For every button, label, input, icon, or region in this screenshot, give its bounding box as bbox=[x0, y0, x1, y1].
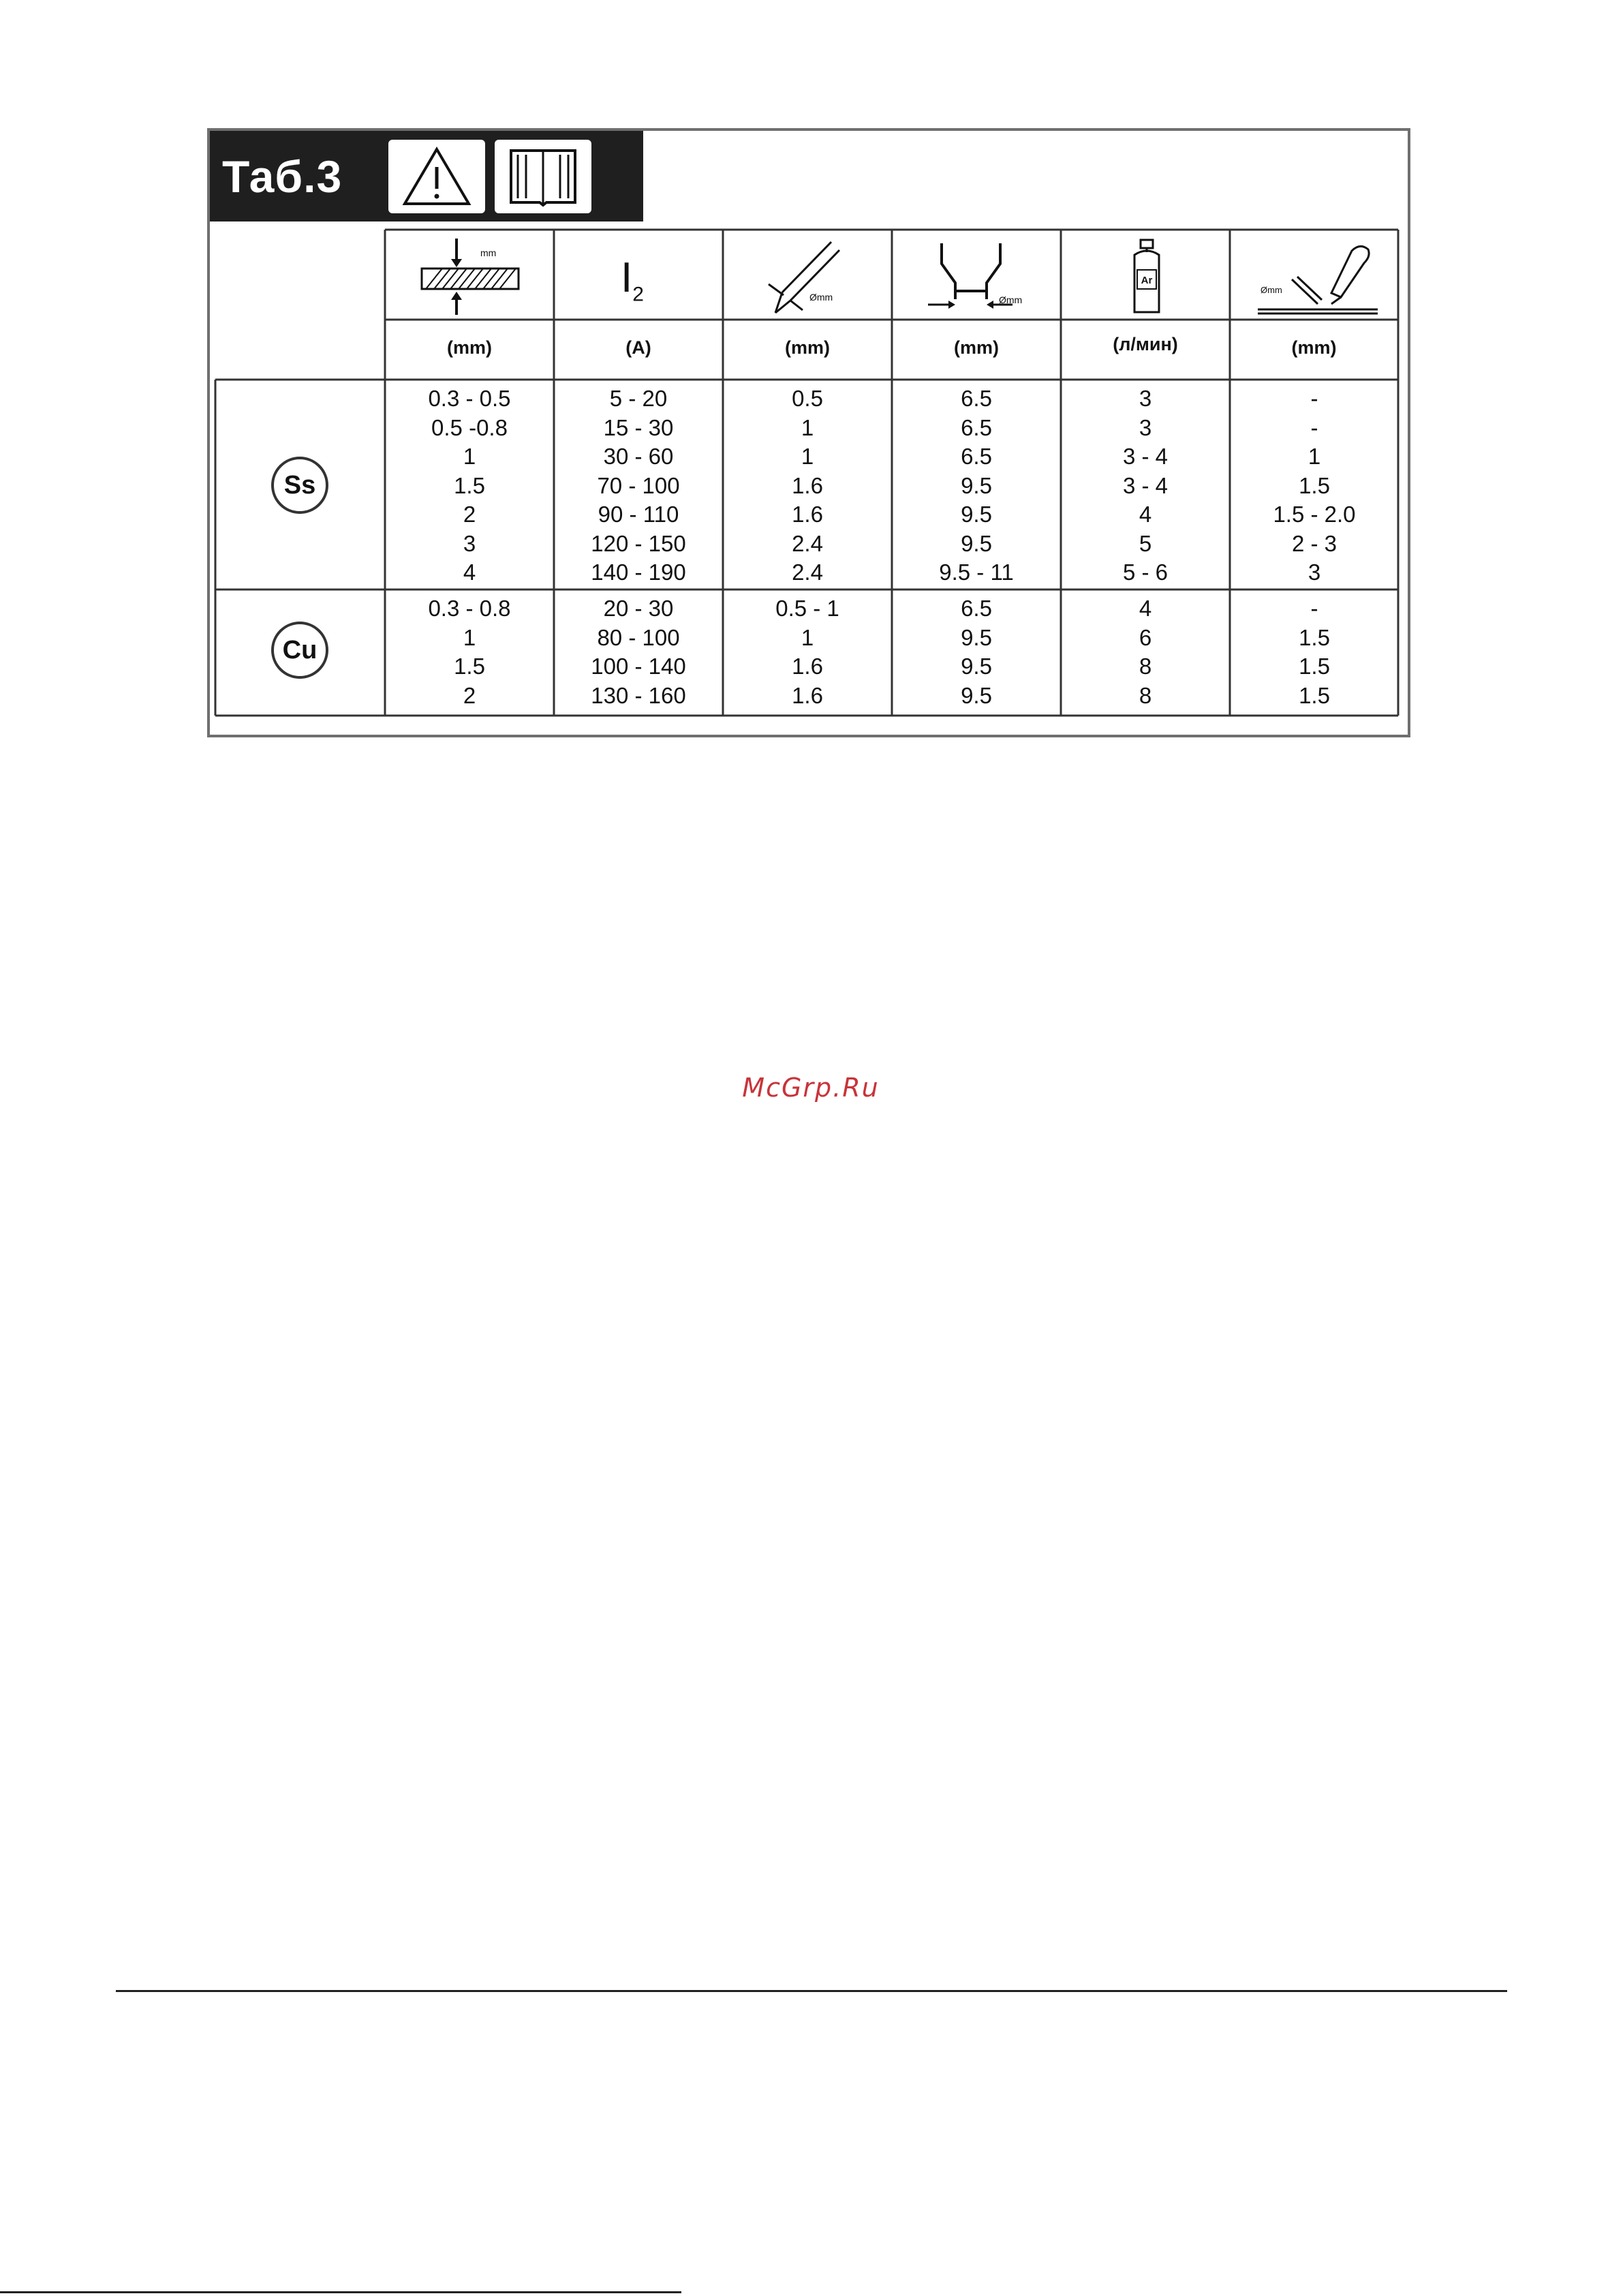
table-cell: 1.5 bbox=[1299, 682, 1330, 708]
table-cell: 3 - 4 bbox=[1122, 472, 1169, 498]
table-cell: 90 - 110 bbox=[598, 502, 679, 527]
table-cell: 9.5 bbox=[961, 624, 992, 650]
material-badge-cu: Cu bbox=[271, 622, 328, 679]
watermark: McGrp.Ru bbox=[742, 1073, 880, 1103]
table-cell: 15 - 30 bbox=[603, 414, 674, 440]
table-cell: 2 - 3 bbox=[1291, 530, 1338, 556]
table-cell: 6.5 bbox=[961, 386, 992, 411]
table-cell: 8 bbox=[1139, 682, 1152, 708]
page-footer-rule bbox=[116, 1990, 1507, 1992]
table-cell: 1.6 bbox=[792, 502, 823, 527]
table-cell: 1.5 bbox=[1299, 624, 1330, 650]
table-cell: 6.5 bbox=[961, 414, 992, 440]
table-cell: 70 - 100 bbox=[597, 472, 680, 498]
table-cell: 6.5 bbox=[961, 444, 992, 469]
svg-text:Ømm: Ømm bbox=[809, 292, 833, 303]
table-cell: 6 bbox=[1139, 624, 1152, 650]
table-cell: - bbox=[1310, 596, 1318, 621]
table-cell: 1.6 bbox=[792, 654, 823, 679]
table-cell: 20 - 30 bbox=[603, 596, 674, 621]
unit-nozzle: (mm) bbox=[954, 337, 999, 358]
table-cell: 1.5 bbox=[1299, 472, 1330, 498]
svg-text:Ømm: Ømm bbox=[1261, 285, 1282, 295]
table-cell: 0.3 - 0.8 bbox=[428, 596, 511, 621]
material-badge-ss: Ss bbox=[271, 457, 328, 514]
table-cell: 3 - 4 bbox=[1122, 444, 1169, 469]
table-cell: 4 bbox=[463, 560, 476, 585]
nozzle-diameter-icon bbox=[924, 236, 1033, 318]
table-cell: 1 bbox=[463, 444, 476, 469]
table-cell: 0.5 -0.8 bbox=[431, 414, 508, 440]
table-cell: 0.3 - 0.5 bbox=[428, 386, 511, 411]
table-cell: 1.6 bbox=[792, 472, 823, 498]
table-cell: 9.5 - 11 bbox=[939, 560, 1014, 585]
table-cell: 8 bbox=[1139, 654, 1152, 679]
table-cell: 1 bbox=[463, 624, 476, 650]
svg-text:mm: mm bbox=[480, 247, 497, 258]
unit-filler-rod: (mm) bbox=[1291, 337, 1337, 358]
welding-parameters-table bbox=[207, 128, 1410, 737]
table-cell: 3 bbox=[1139, 414, 1152, 440]
unit-gas-flow: (л/мин) bbox=[1113, 334, 1178, 354]
table-cell: 80 - 100 bbox=[597, 624, 680, 650]
table-cell: 2.4 bbox=[792, 560, 823, 585]
page-bottom-rule bbox=[0, 2291, 681, 2293]
table-cell: 4 bbox=[1139, 502, 1152, 527]
table-cell: - bbox=[1310, 386, 1318, 411]
table-cell: 6.5 bbox=[961, 596, 992, 621]
table-cell: 30 - 60 bbox=[603, 444, 674, 469]
table-cell: 9.5 bbox=[961, 682, 992, 708]
table-cell: 9.5 bbox=[961, 654, 992, 679]
table-cell: 9.5 bbox=[961, 472, 992, 498]
argon-cylinder-icon bbox=[1119, 239, 1174, 318]
table-cell: 3 bbox=[1139, 386, 1152, 411]
table-cell: 140 - 190 bbox=[591, 560, 686, 585]
unit-electrode: (mm) bbox=[785, 337, 830, 358]
table-cell: 1.5 - 2.0 bbox=[1273, 502, 1356, 527]
table-cell: 1 bbox=[801, 444, 814, 469]
table-cell: 2.4 bbox=[792, 530, 823, 556]
filler-rod-icon bbox=[1251, 239, 1380, 318]
table-cell: 120 - 150 bbox=[591, 530, 686, 556]
table-cell: 0.5 - 1 bbox=[775, 596, 839, 621]
table-cell: 3 bbox=[1308, 560, 1321, 585]
table-cell: 9.5 bbox=[961, 530, 992, 556]
table-cell: 5 - 6 bbox=[1122, 560, 1169, 585]
table-cell: 130 - 160 bbox=[591, 682, 686, 708]
table-cell: 9.5 bbox=[961, 502, 992, 527]
table-cell: 1 bbox=[801, 414, 814, 440]
table-cell: 1.5 bbox=[1299, 654, 1330, 679]
table-cell: - bbox=[1310, 414, 1318, 440]
table-title: Таб.3 bbox=[222, 151, 343, 202]
material-thickness-icon bbox=[419, 234, 521, 316]
table-cell: 1 bbox=[1308, 444, 1321, 469]
table-cell: 3 bbox=[463, 530, 476, 556]
table-cell: 2 bbox=[463, 682, 476, 708]
table-cell: 5 - 20 bbox=[609, 386, 668, 411]
electrode-diameter-icon bbox=[755, 236, 857, 318]
table-cell: 0.5 bbox=[792, 386, 823, 411]
table-cell: 1.5 bbox=[454, 654, 485, 679]
table-cell: 1.5 bbox=[454, 472, 485, 498]
table-cell: 1 bbox=[801, 624, 814, 650]
unit-current: (A) bbox=[625, 337, 651, 358]
current-i2-icon: $I_2$ bbox=[621, 254, 644, 306]
table-cell: 5 bbox=[1139, 530, 1152, 556]
table-cell: 2 bbox=[463, 502, 476, 527]
table-cell: 4 bbox=[1139, 596, 1152, 621]
unit-thickness: (mm) bbox=[447, 337, 492, 358]
table-cell: 100 - 140 bbox=[591, 654, 686, 679]
table-cell: 1.6 bbox=[792, 682, 823, 708]
svg-text:Ar: Ar bbox=[1141, 275, 1153, 286]
svg-text:Ømm: Ømm bbox=[999, 294, 1023, 305]
